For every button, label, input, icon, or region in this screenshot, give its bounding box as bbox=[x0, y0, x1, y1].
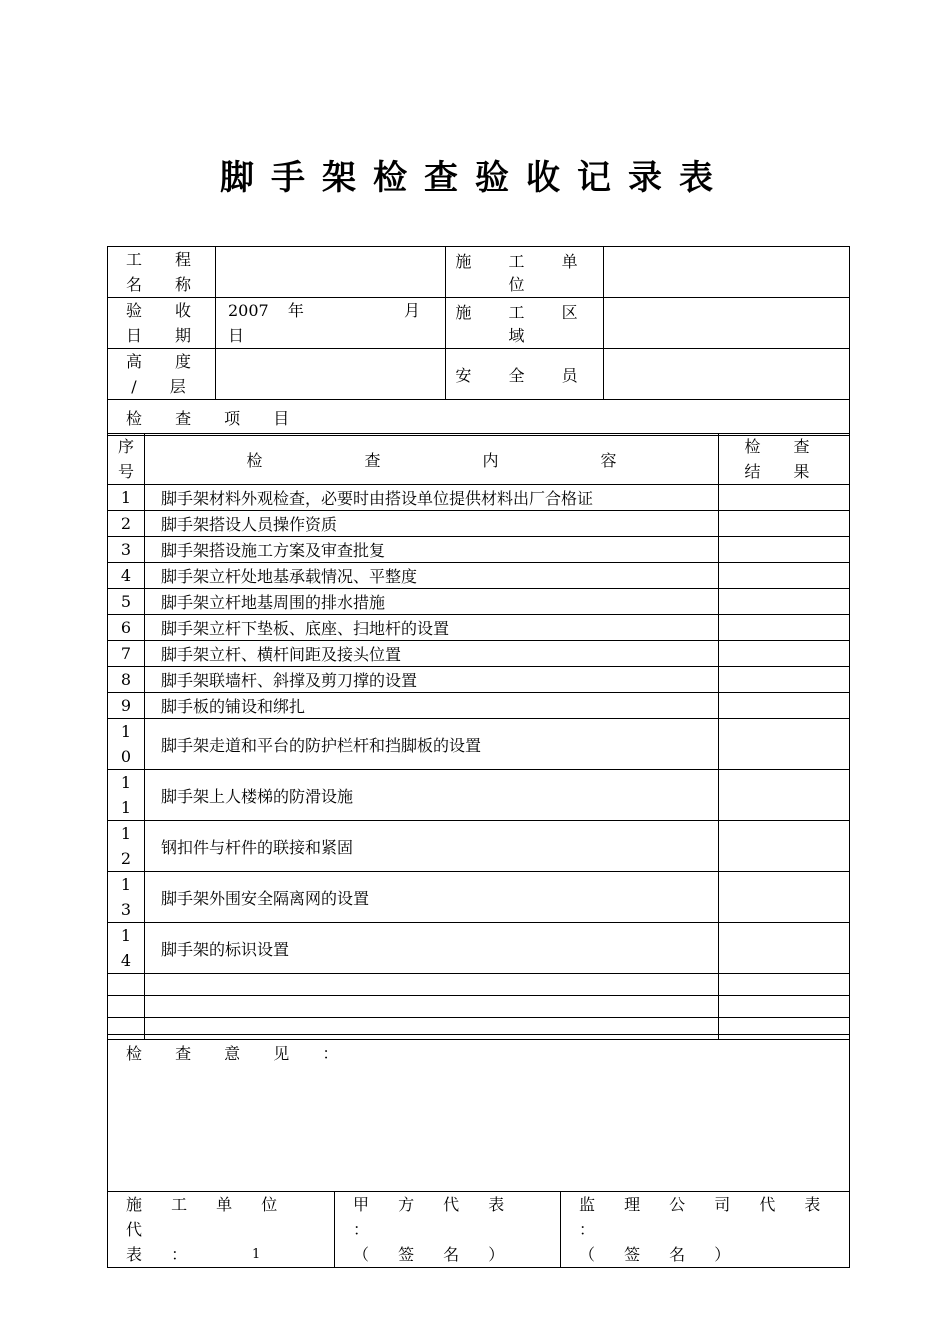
check-content: 脚手架立杆下垫板、底座、扫地杆的设置 bbox=[145, 615, 719, 641]
construction-unit-label: 施 工 单 位 bbox=[446, 247, 604, 298]
check-content: 脚手架搭设人员操作资质 bbox=[145, 511, 719, 537]
check-content: 脚手架外围安全隔离网的设置 bbox=[145, 872, 719, 923]
table-row bbox=[108, 821, 850, 872]
page-title: 脚手架检查验收记录表 bbox=[220, 158, 730, 198]
row-number: 4 bbox=[108, 563, 145, 589]
check-content[interactable] bbox=[145, 974, 719, 996]
table-row bbox=[108, 511, 850, 537]
check-result[interactable] bbox=[719, 719, 850, 770]
row-number: 1 0 bbox=[108, 719, 145, 770]
table-row bbox=[108, 693, 850, 719]
check-result[interactable] bbox=[719, 537, 850, 563]
table-row bbox=[108, 719, 850, 770]
row-number: 1 2 bbox=[108, 821, 145, 872]
project-name-label: 工 程 名 称 bbox=[108, 247, 216, 298]
check-content: 脚手架上人楼梯的防滑设施 bbox=[145, 770, 719, 821]
construction-unit-value[interactable] bbox=[604, 247, 850, 298]
check-content: 脚手架搭设施工方案及审查批复 bbox=[145, 537, 719, 563]
row-number: 6 bbox=[108, 615, 145, 641]
table-row bbox=[108, 589, 850, 615]
inspection-opinion[interactable] bbox=[108, 1035, 850, 1192]
row-number: 8 bbox=[108, 667, 145, 693]
check-result[interactable] bbox=[719, 589, 850, 615]
page-number: 1 bbox=[252, 1247, 261, 1262]
check-result[interactable] bbox=[719, 563, 850, 589]
check-result[interactable] bbox=[719, 821, 850, 872]
row-number: 9 bbox=[108, 693, 145, 719]
inspection-opinion-label: 检 查 意 见 ： bbox=[126, 1044, 353, 1063]
row-number: 1 4 bbox=[108, 923, 145, 974]
section-label: 检 查 项 目 bbox=[108, 400, 850, 436]
table-row bbox=[108, 770, 850, 821]
seq-column-header: 序 号 bbox=[108, 434, 145, 485]
row-number: 2 bbox=[108, 511, 145, 537]
owner-signature[interactable]: 甲 方 代 表 ： （ 签 名 ） bbox=[335, 1192, 561, 1268]
table-row bbox=[108, 923, 850, 974]
construction-area-value[interactable] bbox=[604, 298, 850, 349]
check-content: 脚手架立杆、横杆间距及接头位置 bbox=[145, 641, 719, 667]
check-content: 脚手架走道和平台的防护栏杆和挡脚板的设置 bbox=[145, 719, 719, 770]
check-content: 脚手架立杆处地基承载情况、平整度 bbox=[145, 563, 719, 589]
row-number: 1 3 bbox=[108, 872, 145, 923]
check-result[interactable] bbox=[719, 485, 850, 511]
table-row bbox=[108, 641, 850, 667]
safety-officer-value[interactable] bbox=[604, 349, 850, 400]
check-result[interactable] bbox=[719, 641, 850, 667]
row-number: 7 bbox=[108, 641, 145, 667]
check-result[interactable] bbox=[719, 872, 850, 923]
project-name-value[interactable] bbox=[216, 247, 446, 298]
table-row bbox=[108, 485, 850, 511]
row-number bbox=[108, 996, 145, 1018]
check-result[interactable] bbox=[719, 996, 850, 1018]
height-value[interactable] bbox=[216, 349, 446, 400]
header-table bbox=[107, 246, 850, 436]
check-content: 脚手架的标识设置 bbox=[145, 923, 719, 974]
check-content: 钢扣件与杆件的联接和紧固 bbox=[145, 821, 719, 872]
table-row bbox=[108, 872, 850, 923]
table-row bbox=[108, 615, 850, 641]
height-label: 高 度 / 层 bbox=[108, 349, 216, 400]
result-column-header: 检 查 结 果 bbox=[719, 434, 850, 485]
supervisor-signature[interactable]: 监 理 公 司 代 表 ： （ 签 名 ） bbox=[561, 1192, 850, 1268]
row-number: 1 bbox=[108, 485, 145, 511]
check-result[interactable] bbox=[719, 923, 850, 974]
check-result[interactable] bbox=[719, 693, 850, 719]
empty-row bbox=[108, 996, 850, 1018]
check-content: 脚手架联墙杆、斜撑及剪刀撑的设置 bbox=[145, 667, 719, 693]
check-result[interactable] bbox=[719, 770, 850, 821]
contractor-signature[interactable]: 施 工 单 位 代 表 ： bbox=[108, 1192, 335, 1268]
check-result[interactable] bbox=[719, 615, 850, 641]
items-table bbox=[107, 433, 850, 1040]
acceptance-date-label: 验 收 日 期 bbox=[108, 298, 216, 349]
content-column-header: 检 查 内 容 bbox=[145, 434, 719, 485]
construction-area-label: 施 工 区 域 bbox=[446, 298, 604, 349]
table-row bbox=[108, 667, 850, 693]
table-row bbox=[108, 563, 850, 589]
check-content[interactable] bbox=[145, 996, 719, 1018]
empty-row bbox=[108, 974, 850, 996]
acceptance-date-value[interactable]: 2007 年 月 日 bbox=[216, 298, 446, 349]
bottom-table bbox=[107, 1034, 850, 1268]
check-content: 脚手架立杆地基周围的排水措施 bbox=[145, 589, 719, 615]
table-row bbox=[108, 537, 850, 563]
check-content: 脚手板的铺设和绑扎 bbox=[145, 693, 719, 719]
row-number: 5 bbox=[108, 589, 145, 615]
check-result[interactable] bbox=[719, 974, 850, 996]
safety-officer-label: 安 全 员 bbox=[446, 349, 604, 400]
row-number: 3 bbox=[108, 537, 145, 563]
row-number bbox=[108, 974, 145, 996]
check-result[interactable] bbox=[719, 511, 850, 537]
row-number: 1 1 bbox=[108, 770, 145, 821]
check-result[interactable] bbox=[719, 667, 850, 693]
check-content: 脚手架材料外观检查，必要时由搭设单位提供材料出厂合格证 bbox=[145, 485, 719, 511]
